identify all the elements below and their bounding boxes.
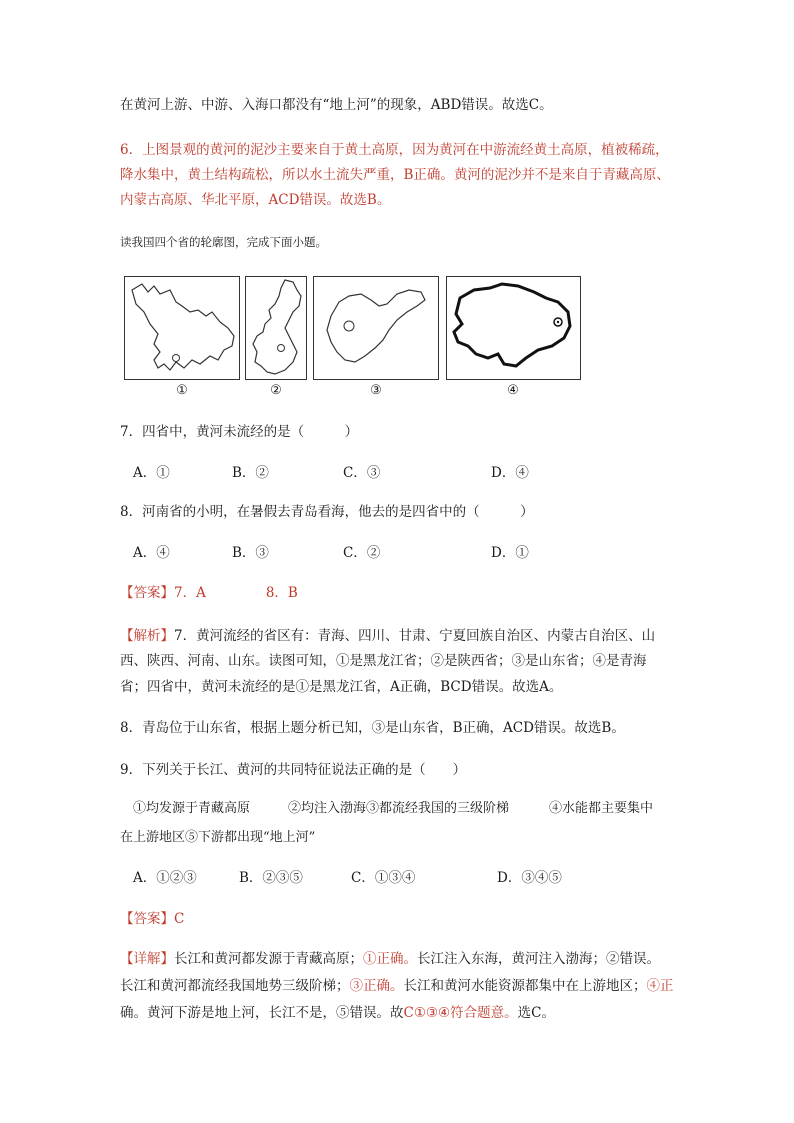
province-outline-2 xyxy=(245,276,307,380)
analysis-line-2: 西、陕西、河南、山东。读图可知，①是黑龙江省；②是陕西省；③是山东省；④是青海 xyxy=(120,653,647,669)
question-9-stem: 9．下列关于长江、黄河的共同特征说法正确的是（ ） xyxy=(120,762,467,778)
figure-label-4: ④ xyxy=(507,383,519,398)
explanation-q6-line3: 内蒙古高原、华北平原，ACD错误。故选B。 xyxy=(120,192,391,208)
answer-8-value: 8．B xyxy=(265,585,298,601)
analysis-line-1: 【解析】7．黄河流经的省区有：青海、四川、甘肃、宁夏回族自治区、内蒙古自治区、山 xyxy=(120,628,656,644)
question-9-statements-line2: 在上游地区⑤下游都出现“地上河” xyxy=(120,830,316,845)
detail-tag: 【详解】 xyxy=(120,951,174,967)
question-7-option-b[interactable]: B．② xyxy=(232,465,269,481)
question-8-option-c[interactable]: C．② xyxy=(343,545,381,561)
analysis-line-3: 省；四省中，黄河未流经的是①是黑龙江省，A正确，BCD错误。故选A。 xyxy=(120,679,563,695)
question-9-option-d[interactable]: D．③④⑤ xyxy=(497,870,562,886)
figure-label-3: ③ xyxy=(370,383,382,398)
detail-line-2: 长江和黄河都流经我国地势三级阶梯；③正确。长江和黄河水能资源都集中在上游地区；④正 xyxy=(120,978,674,994)
question-7-stem: 7．四省中，黄河未流经的是（ ） xyxy=(120,424,359,440)
analysis-line-4: 8．青岛位于山东省，根据上题分析已知，③是山东省，B正确，ACD错误。故选B。 xyxy=(120,720,625,736)
answer-7-8 xyxy=(120,584,298,602)
question-9-option-b[interactable]: B．②③⑤ xyxy=(239,870,303,886)
question-8-option-a[interactable]: A．④ xyxy=(133,545,170,561)
answer-9-value: C xyxy=(174,911,185,927)
explanation-q6-line1: 6．上图景观的黄河的泥沙主要来自于黄土高原，因为黄河在中游流经黄土高原，植被稀疏， xyxy=(120,142,669,158)
question-8-option-b[interactable]: B．③ xyxy=(232,545,269,561)
question-9-option-a[interactable]: A．①②③ xyxy=(133,870,197,886)
question-8-stem: 8．河南省的小明，在暑假去青岛看海，他去的是四省中的（ ） xyxy=(120,504,534,520)
question-7-option-a[interactable]: A．① xyxy=(133,465,170,481)
answer-tag: 【答案】 xyxy=(120,585,174,601)
question-9-statements-line1: ①均发源于青藏高原 ②均注入渤海③都流经我国的三级阶梯 ④水能都主要集中 xyxy=(133,801,654,816)
answer-tag: 【答案】 xyxy=(120,911,174,927)
figure-prompt: 读我国四个省的轮廓图，完成下面小题。 xyxy=(120,235,327,249)
figure-label-1: ① xyxy=(176,383,188,398)
explanation-line-q5: 在黄河上游、中游、入海口都没有“地上河”的现象，ABD错误。故选C。 xyxy=(120,97,553,113)
answer-7-value: 7．A xyxy=(174,585,206,601)
explanation-q6-line2: 降水集中，黄土结构疏松，所以水土流失严重，B正确。黄河的泥沙并不是来自于青藏高原、 xyxy=(120,167,670,183)
province-outline-4 xyxy=(446,276,581,380)
figure-label-2: ② xyxy=(270,383,282,398)
province-outline-3 xyxy=(313,276,439,380)
answer-9 xyxy=(120,910,184,928)
question-8-option-d[interactable]: D．① xyxy=(491,545,529,561)
province-outline-1 xyxy=(124,276,240,380)
detail-line-1: 【详解】长江和黄河都发源于青藏高原；①正确。长江注入东海，黄河注入渤海；②错误。 xyxy=(120,951,660,967)
detail-line-3: 确。黄河下游是地上河，长江不是，⑤错误。故C①③④符合题意。选C。 xyxy=(120,1005,555,1021)
analysis-tag: 【解析】 xyxy=(120,628,174,644)
question-7-option-c[interactable]: C．③ xyxy=(343,465,381,481)
question-9-option-c[interactable]: C．①③④ xyxy=(351,870,416,886)
question-7-option-d[interactable]: D．④ xyxy=(491,465,529,481)
